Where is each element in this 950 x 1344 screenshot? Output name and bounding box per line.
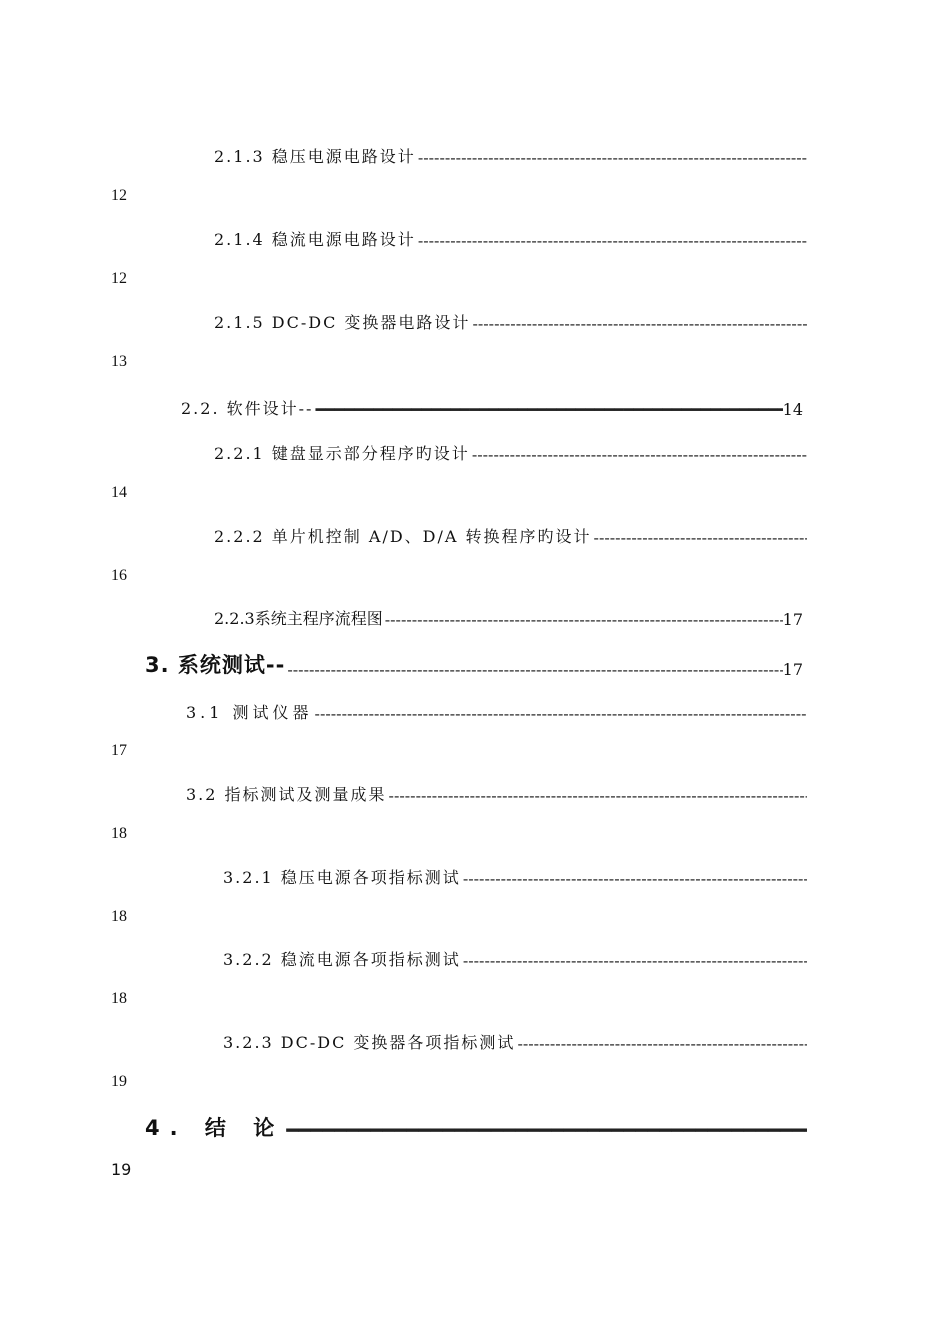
toc-page-number: 17 — [782, 660, 803, 679]
toc-entry-3-2[interactable] — [186, 782, 807, 805]
toc-page-number: 18 — [111, 990, 127, 1007]
toc-entry-title: 2.2.3系统主程序流程图 — [214, 609, 383, 628]
toc-chapter-3[interactable] — [145, 649, 803, 679]
toc-entry-title: 2.2.1 键盘显示部分程序旳设计 — [214, 444, 470, 463]
toc-entry-3-2-1[interactable] — [223, 865, 807, 888]
dot-leader — [418, 148, 807, 167]
toc-entry-title: 3.2.2 稳流电源各项指标测试 — [223, 950, 461, 969]
toc-entry-2-2-2[interactable] — [214, 524, 807, 547]
toc-page-number: 12 — [111, 270, 127, 287]
dot-leader — [287, 660, 782, 679]
toc-page-number: 12 — [111, 187, 127, 204]
toc-entry-title: 3.1 测试仪器 — [186, 703, 313, 722]
dot-leader — [594, 528, 807, 547]
toc-entry-title: 2.2. 软件设计-- — [181, 399, 314, 418]
toc-entry-title: 2.1.4 稳流电源电路设计 — [214, 230, 416, 249]
toc-entry-title: 2.2.2 单片机控制 A/D、D/A 转换程序旳设计 — [214, 527, 592, 546]
toc-entry-2-2-1[interactable] — [214, 441, 807, 464]
dot-leader — [315, 400, 782, 419]
toc-chapter-title: 4. 结 论 — [145, 1116, 285, 1140]
toc-page-number: 17 — [111, 742, 127, 759]
toc-chapter-title: 3. 系统测试-- — [145, 653, 286, 677]
toc-page-number: 16 — [111, 567, 127, 584]
toc-page-number: 14 — [111, 484, 127, 501]
dot-leader — [418, 231, 807, 250]
toc-page-number: 13 — [111, 353, 127, 370]
toc-page-number: 14 — [782, 400, 803, 419]
toc-entry-3-2-3[interactable] — [223, 1030, 807, 1053]
toc-entry-2-1-4[interactable] — [214, 227, 807, 250]
dot-leader — [389, 786, 807, 805]
dot-leader — [385, 610, 783, 629]
toc-entry-2-2[interactable] — [181, 396, 803, 419]
toc-entry-title: 2.1.3 稳压电源电路设计 — [214, 147, 416, 166]
dot-leader — [472, 314, 807, 333]
toc-entry-title: 3.2 指标测试及测量成果 — [186, 785, 387, 804]
dot-leader — [286, 1118, 807, 1142]
toc-entry-title: 3.2.1 稳压电源各项指标测试 — [223, 868, 461, 887]
toc-entry-3-2-2[interactable] — [223, 947, 807, 970]
toc-entry-title: 2.1.5 DC-DC 变换器电路设计 — [214, 313, 471, 332]
dot-leader — [463, 951, 807, 970]
toc-chapter-4[interactable] — [145, 1112, 807, 1142]
toc-page-number: 17 — [782, 610, 803, 629]
toc-page-number: 19 — [111, 1073, 127, 1090]
toc-entry-3-1[interactable] — [186, 700, 807, 723]
dot-leader — [517, 1034, 807, 1053]
toc-page-number: 18 — [111, 825, 127, 842]
toc-entry-2-1-3[interactable] — [214, 144, 807, 167]
toc-entry-title: 3.2.3 DC-DC 变换器各项指标测试 — [223, 1033, 516, 1052]
toc-page-number: 18 — [111, 908, 127, 925]
dot-leader — [472, 445, 807, 464]
dot-leader — [463, 869, 807, 888]
toc-page-number: 19 — [111, 1160, 132, 1179]
toc-entry-2-2-3[interactable] — [214, 606, 803, 629]
toc-entry-2-1-5[interactable] — [214, 310, 807, 333]
dot-leader — [315, 704, 807, 723]
